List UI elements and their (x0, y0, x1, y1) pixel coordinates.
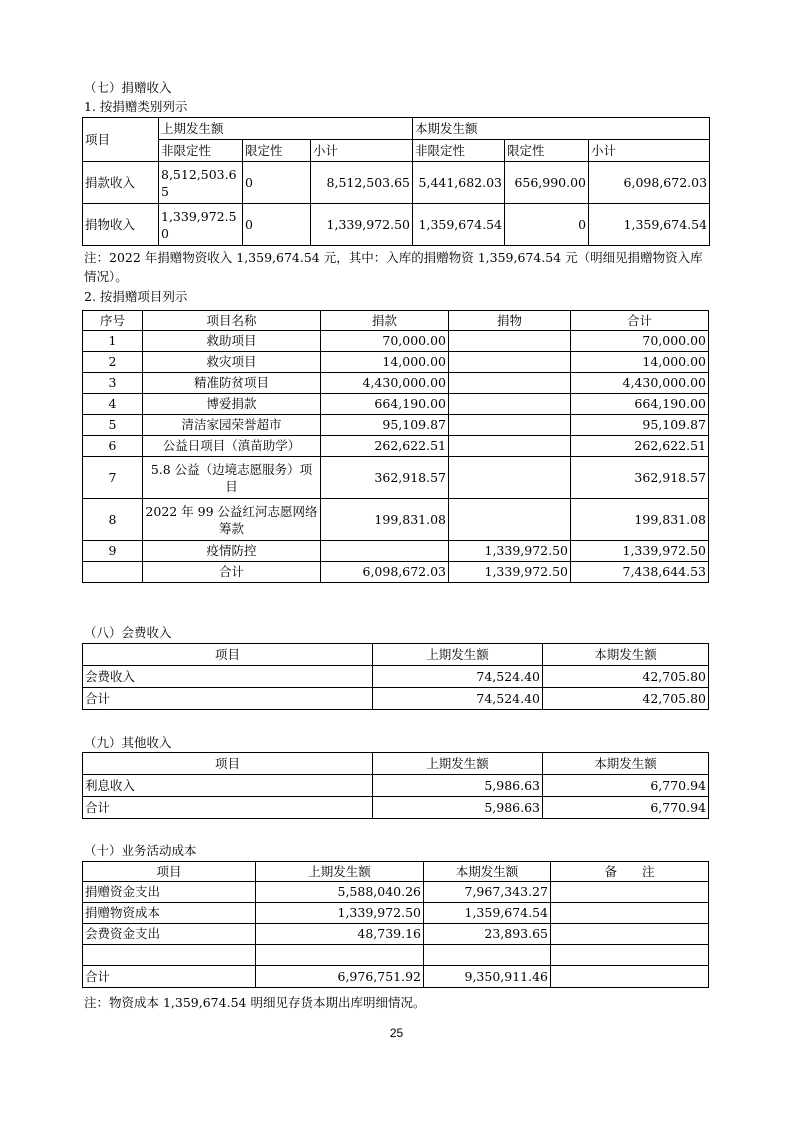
header-prev-nonrestricted: 非限定性 (159, 140, 243, 162)
header-curr-subtotal: 小计 (589, 140, 710, 162)
cell-curr: 6,770.94 (543, 797, 709, 819)
cell-no: 4 (83, 394, 143, 415)
cell-no: 8 (83, 499, 143, 541)
row-name: 会费收入 (83, 666, 373, 688)
other-income-table (82, 752, 709, 819)
table-row (83, 162, 710, 204)
cell-cash (321, 541, 449, 562)
cell-prev-restricted: 0 (243, 162, 311, 204)
cell-remarks (551, 882, 709, 903)
cell-prev-nonrestricted: 1,339,972.50 (159, 204, 243, 246)
table-row (83, 373, 709, 394)
row-name: 会费资金支出 (83, 924, 256, 945)
cell-curr: 6,770.94 (543, 775, 709, 797)
cell-cash: 4,430,000.00 (321, 373, 449, 394)
cell-prev: 5,986.63 (373, 797, 543, 819)
cell-no: 6 (83, 436, 143, 457)
cell-prev-subtotal: 1,339,972.50 (311, 204, 413, 246)
header-item: 项目 (83, 862, 256, 882)
cell-total: 262,622.51 (571, 436, 709, 457)
cell-prev: 1,339,972.50 (256, 903, 424, 924)
cell-goods (449, 499, 571, 541)
cell-remarks (551, 924, 709, 945)
cell-total: 70,000.00 (571, 331, 709, 352)
row-name (83, 945, 256, 966)
header-curr-restricted: 限定性 (505, 140, 589, 162)
cell-goods (449, 331, 571, 352)
row-name: 合计 (83, 966, 256, 988)
cell-prev-restricted: 0 (243, 204, 311, 246)
cell-prev: 5,588,040.26 (256, 882, 424, 903)
cell-cash: 6,098,672.03 (321, 562, 449, 583)
header-prev-period: 上期发生额 (256, 862, 424, 882)
cell-goods (449, 373, 571, 394)
cell-prev: 74,524.40 (373, 666, 543, 688)
header-project-name: 项目名称 (143, 311, 321, 331)
header-prev-restricted: 限定性 (243, 140, 311, 162)
cell-prev: 48,739.16 (256, 924, 424, 945)
cell-prev: 74,524.40 (373, 688, 543, 710)
cell-goods (449, 436, 571, 457)
header-no: 序号 (83, 311, 143, 331)
header-remarks: 备 注 (551, 862, 709, 882)
table-row (83, 924, 709, 945)
table-row (83, 352, 709, 373)
table-row (83, 415, 709, 436)
cell-remarks (551, 945, 709, 966)
cell-no: 5 (83, 415, 143, 436)
cell-remarks (551, 966, 709, 988)
donation-by-project-table (82, 310, 709, 583)
cell-project-name: 救灾项目 (143, 352, 321, 373)
page-number: 25 (389, 1026, 404, 1040)
cell-project-name: 精准防贫项目 (143, 373, 321, 394)
cell-curr (424, 945, 551, 966)
cell-cash: 262,622.51 (321, 436, 449, 457)
cell-total: 7,438,644.53 (571, 562, 709, 583)
row-name: 捐款收入 (83, 162, 159, 204)
cell-curr-subtotal: 6,098,672.03 (589, 162, 710, 204)
cell-total: 199,831.08 (571, 499, 709, 541)
cell-curr: 7,967,343.27 (424, 882, 551, 903)
table-row (83, 499, 709, 541)
cell-total: 1,339,972.50 (571, 541, 709, 562)
header-curr-nonrestricted: 非限定性 (413, 140, 505, 162)
cell-cash: 14,000.00 (321, 352, 449, 373)
cell-no: 1 (83, 331, 143, 352)
cell-no: 9 (83, 541, 143, 562)
table-row (83, 903, 709, 924)
row-name: 合计 (83, 688, 373, 710)
cell-total: 95,109.87 (571, 415, 709, 436)
cell-goods: 1,339,972.50 (449, 562, 571, 583)
cell-curr: 23,893.65 (424, 924, 551, 945)
row-name: 捐物收入 (83, 204, 159, 246)
section-8-title: （八）会费收入 (84, 625, 172, 640)
cell-total: 664,190.00 (571, 394, 709, 415)
header-goods: 捐物 (449, 311, 571, 331)
table-row (83, 541, 709, 562)
section-7-sub2: 2. 按捐赠项目列示 (84, 289, 188, 304)
cell-goods (449, 352, 571, 373)
table-row (83, 204, 710, 246)
cell-project-name: 救助项目 (143, 331, 321, 352)
table-row (83, 775, 709, 797)
header-prev-period: 上期发生额 (373, 753, 543, 775)
cell-cash: 95,109.87 (321, 415, 449, 436)
cost-footnote: 注：物资成本 1,359,674.54 明细见存货本期出库明细情况。 (84, 995, 426, 1010)
cell-remarks (551, 903, 709, 924)
cell-curr-subtotal: 1,359,674.54 (589, 204, 710, 246)
donation-goods-note: 注：2022 年捐赠物资收入 1,359,674.54 元，其中：入库的捐赠物资 1,359,674.54 元（明细见捐赠物资入库情况）。 (84, 250, 703, 284)
header-curr-period: 本期发生额 (543, 644, 709, 666)
cell-prev-nonrestricted: 8,512,503.65 (159, 162, 243, 204)
cell-curr: 1,359,674.54 (424, 903, 551, 924)
table-row (83, 457, 709, 499)
business-activity-cost-table (82, 861, 709, 988)
row-name: 利息收入 (83, 775, 373, 797)
cell-curr-restricted: 0 (505, 204, 589, 246)
cell-goods (449, 394, 571, 415)
cell-total: 14,000.00 (571, 352, 709, 373)
table-row (83, 966, 709, 988)
cell-project-name: 5.8 公益（边境志愿服务）项目 (143, 457, 321, 499)
cell-cash: 199,831.08 (321, 499, 449, 541)
cell-project-name: 公益日项目（滇苗助学） (143, 436, 321, 457)
header-curr-period: 本期发生额 (543, 753, 709, 775)
cell-curr: 9,350,911.46 (424, 966, 551, 988)
cell-total: 362,918.57 (571, 457, 709, 499)
header-prev-period: 上期发生额 (159, 118, 413, 140)
cell-project-name: 疫情防控 (143, 541, 321, 562)
cell-project-name: 清洁家园荣誉超市 (143, 415, 321, 436)
table-row (83, 394, 709, 415)
header-prev-subtotal: 小计 (311, 140, 413, 162)
header-item: 项目 (83, 118, 159, 162)
cell-no (83, 562, 143, 583)
table-row (83, 882, 709, 903)
cell-prev: 6,976,751.92 (256, 966, 424, 988)
row-name: 捐赠物资成本 (83, 903, 256, 924)
cell-prev: 5,986.63 (373, 775, 543, 797)
cell-curr-nonrestricted: 5,441,682.03 (413, 162, 505, 204)
cell-project-name: 2022 年 99 公益红河志愿网络筹款 (143, 499, 321, 541)
cell-no: 2 (83, 352, 143, 373)
table-row (83, 562, 709, 583)
header-curr-period: 本期发生额 (413, 118, 710, 140)
cell-prev (256, 945, 424, 966)
section-7-sub1: 1. 按捐赠类别列示 (84, 99, 188, 114)
table-row (83, 436, 709, 457)
cell-project-name: 博爱捐款 (143, 394, 321, 415)
membership-fee-table (82, 643, 709, 710)
cell-prev-subtotal: 8,512,503.65 (311, 162, 413, 204)
table-row (83, 945, 709, 966)
section-10-title: （十）业务活动成本 (84, 843, 197, 858)
cell-total: 4,430,000.00 (571, 373, 709, 394)
section-7-title: （七）捐赠收入 (84, 80, 172, 95)
table-row (83, 666, 709, 688)
cell-cash: 70,000.00 (321, 331, 449, 352)
cell-curr-nonrestricted: 1,359,674.54 (413, 204, 505, 246)
header-prev-period: 上期发生额 (373, 644, 543, 666)
cell-curr-restricted: 656,990.00 (505, 162, 589, 204)
table-row (83, 331, 709, 352)
table-row (83, 797, 709, 819)
row-name: 捐赠资金支出 (83, 882, 256, 903)
header-item: 项目 (83, 644, 373, 666)
donation-by-category-table (82, 117, 710, 246)
cell-no: 3 (83, 373, 143, 394)
row-name: 合计 (83, 797, 373, 819)
header-total: 合计 (571, 311, 709, 331)
cell-cash: 664,190.00 (321, 394, 449, 415)
header-cash: 捐款 (321, 311, 449, 331)
cell-goods (449, 457, 571, 499)
cell-project-name: 合计 (143, 562, 321, 583)
header-curr-period: 本期发生额 (424, 862, 551, 882)
header-item: 项目 (83, 753, 373, 775)
cell-goods: 1,339,972.50 (449, 541, 571, 562)
cell-no: 7 (83, 457, 143, 499)
cell-curr: 42,705.80 (543, 666, 709, 688)
table-row (83, 688, 709, 710)
cell-curr: 42,705.80 (543, 688, 709, 710)
section-9-title: （九）其他收入 (84, 735, 172, 750)
cell-goods (449, 415, 571, 436)
cell-cash: 362,918.57 (321, 457, 449, 499)
